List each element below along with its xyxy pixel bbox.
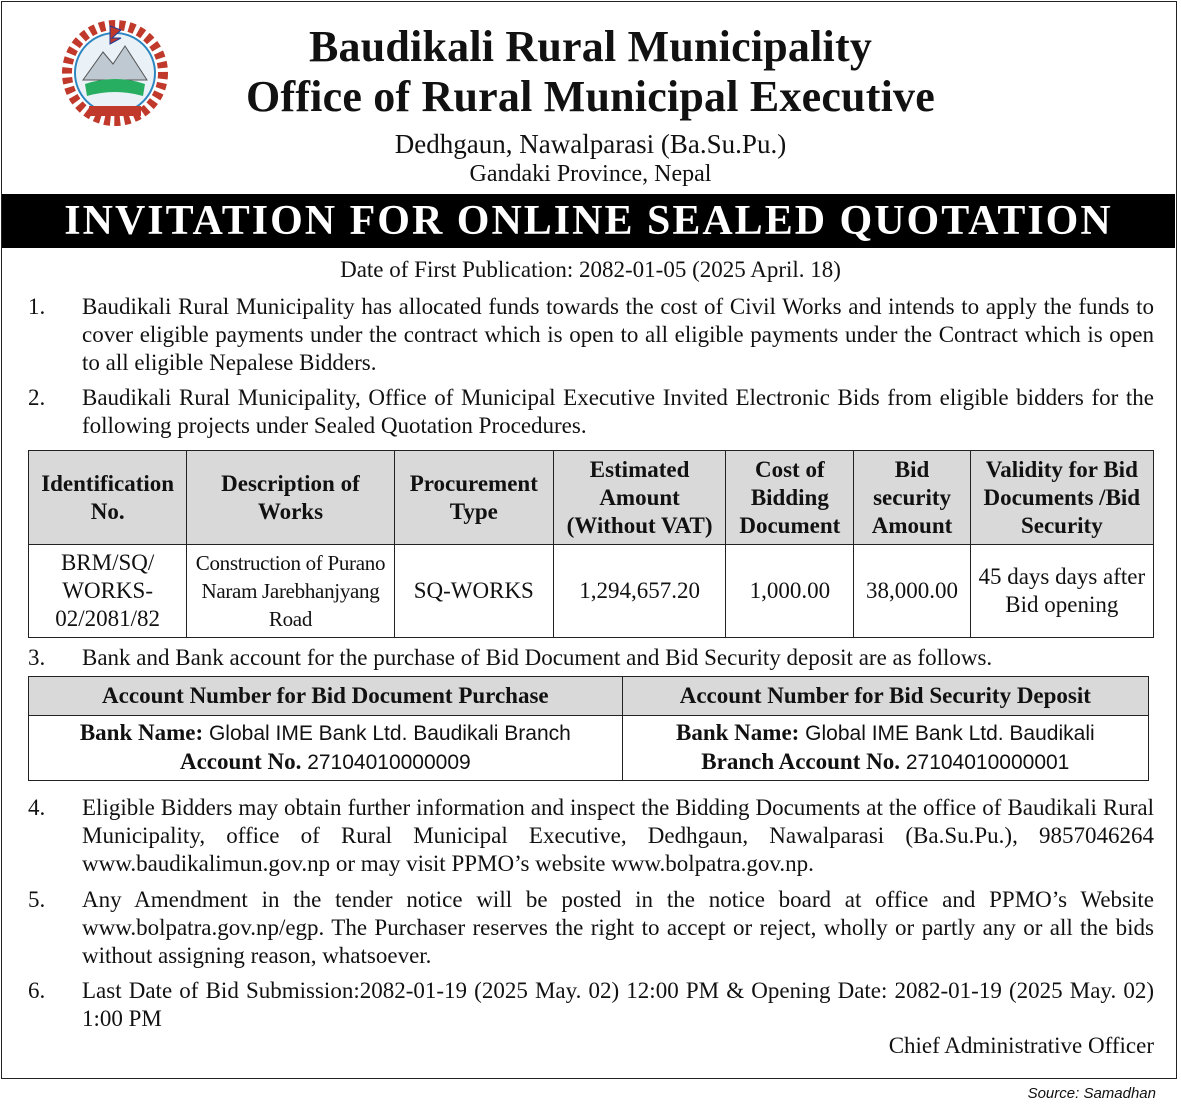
municipality-title: Baudikali Rural Municipality xyxy=(308,22,873,71)
item-5-text: Any Amendment in the tender notice will be posted in the notice board at office and PPMO’s Website www.bolpatra.gov.np/egp. The Purchaser reserves the right to accept or reject, wholly or partly any or all the bids without assigning reason, whatsoever. xyxy=(82,887,1154,968)
deposit-account-number: 27104010000001 xyxy=(905,751,1070,774)
signatory: Chief Administrative Officer xyxy=(888,1033,1154,1058)
project-table xyxy=(28,450,1154,638)
col-estimated-amount: Estimated Amount (Without VAT) xyxy=(553,451,725,545)
item-4-text: Eligible Bidders may obtain further information and inspect the Bidding Documents at the office of Baudikali Rural Municipality, office of Rural Municipal Executive, Dedhgaun, Nawalparasi (Ba.Su.Pu.), 9857046264 www.baudikalimun.gov.np or may visit PPMO’s website www.bolpatra.gov.np. xyxy=(82,795,1154,876)
cell-estimated-amount: 1,294,657.20 xyxy=(553,545,725,638)
bank-label: Bank Name: xyxy=(79,720,204,745)
item-6-text: Last Date of Bid Submission:2082-01-19 (2025 May. 02) 12:00 PM & Opening Date: 2082-01-19 (2025 May. 02) 1:00 PM xyxy=(82,978,1154,1031)
col-validity: Validity for Bid Documents /Bid Security xyxy=(970,451,1153,545)
col-identification: Identification No. xyxy=(29,451,187,545)
item-number: 5. xyxy=(28,887,46,912)
purchase-account-number: 27104010000009 xyxy=(307,751,471,774)
purchase-bank-name: Global IME Bank Ltd. Baudikali Branch xyxy=(208,722,571,745)
account-table xyxy=(28,676,1149,781)
cell-bidding-doc-cost: 1,000.00 xyxy=(726,545,854,638)
project-table-header xyxy=(29,451,1154,545)
source-credit: Source: Samadhan xyxy=(1027,1085,1156,1102)
item-number: 2. xyxy=(28,385,46,410)
notice-banner: INVITATION FOR ONLINE SEALED QUOTATION xyxy=(2,194,1175,248)
address-line: Dedhgaun, Nawalparasi (Ba.Su.Pu.) xyxy=(394,129,787,159)
item-number: 6. xyxy=(28,978,46,1003)
office-title: Office of Rural Municipal Executive xyxy=(246,72,935,121)
account-table-header xyxy=(29,677,1149,716)
table-row xyxy=(29,716,1149,781)
province-line: Gandaki Province, Nepal xyxy=(469,161,712,187)
account-label: Account No. xyxy=(179,749,302,774)
header-security-deposit: Account Number for Bid Security Deposit xyxy=(622,677,1148,716)
col-bidding-doc-cost: Cost of Bidding Document xyxy=(726,451,854,545)
deposit-bank-name: Global IME Bank Ltd. Baudikali xyxy=(805,722,1095,745)
item-1-text: Baudikali Rural Municipality has allocated funds towards the cost of Civil Works and intends to apply the funds to cover eligible payments under the contract which is open to all eligible payments under the Contract which is open to all eligible Nepalese Bidders. xyxy=(82,294,1154,375)
item-3-text: Bank and Bank account for the purchase of Bid Document and Bid Security deposit are as follows. xyxy=(82,645,993,670)
cell-procurement-type: SQ-WORKS xyxy=(394,545,553,638)
purchase-account-cell xyxy=(29,716,623,781)
bank-label: Bank Name: xyxy=(676,720,800,745)
branch-account-label: Branch Account No. xyxy=(701,749,900,774)
cell-identification: BRM/SQ/ WORKS- 02/2081/82 xyxy=(29,545,187,638)
header-doc-purchase: Account Number for Bid Document Purchase xyxy=(29,677,623,716)
item-2-text: Baudikali Rural Municipality, Office of Municipal Executive Invited Electronic Bids from eligible bidders for the following projects under Sealed Quotation Procedures. xyxy=(82,385,1154,438)
item-number: 1. xyxy=(28,294,46,319)
publication-date: Date of First Publication: 2082-01-05 (2025 April. 18) xyxy=(340,257,841,282)
cell-description: Construction of Purano Naram Jarebhanjyang Road xyxy=(187,545,394,638)
deposit-account-cell xyxy=(622,716,1148,781)
col-procurement-type: Procurement Type xyxy=(394,451,553,545)
item-number: 4. xyxy=(28,795,46,820)
col-description: Description of Works xyxy=(187,451,394,545)
col-bid-security: Bid security Amount xyxy=(854,451,970,545)
cell-bid-security: 38,000.00 xyxy=(854,545,970,638)
cell-validity: 45 days days after Bid opening xyxy=(970,545,1153,638)
item-number: 3. xyxy=(28,645,46,670)
table-row xyxy=(29,545,1154,638)
